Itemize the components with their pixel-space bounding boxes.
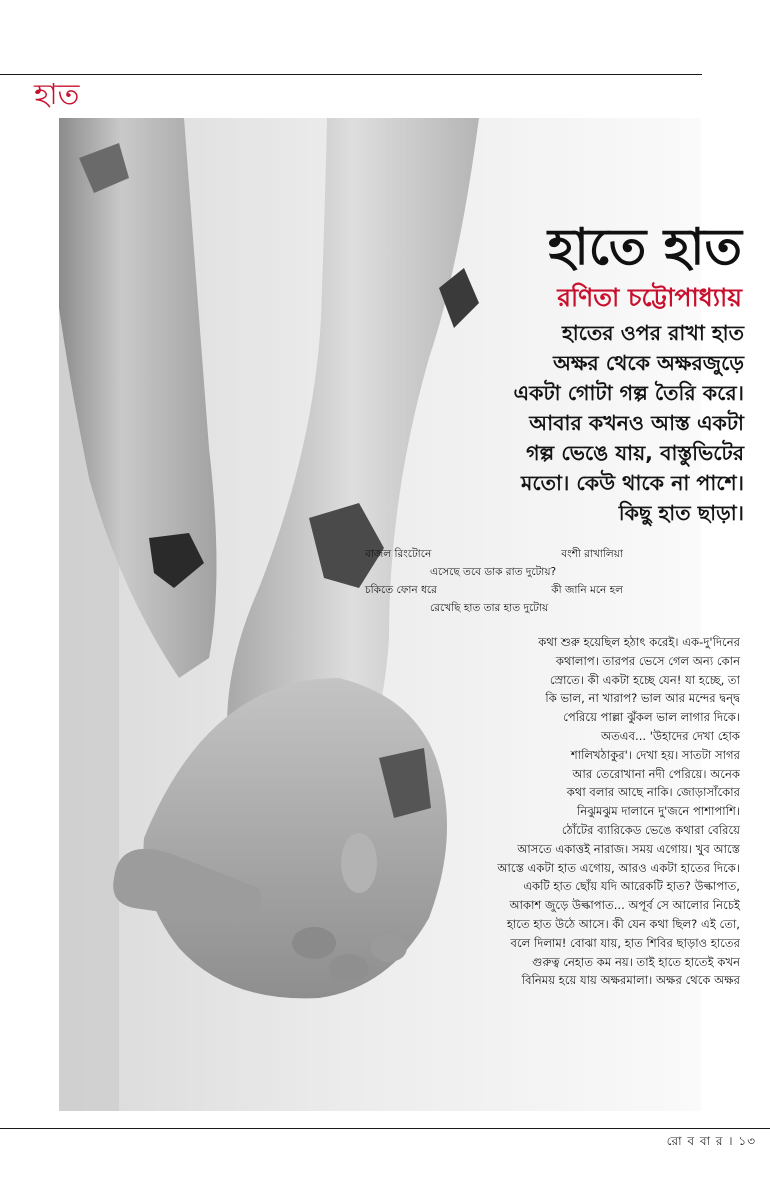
poem-line-center: রেখেছি হাত তার হাত দুটোয়	[430, 602, 549, 614]
body-line: ঠোঁটের ব্যারিকেড ভেঙে কথারা বেরিয়ে	[561, 822, 740, 837]
intro-line: গল্প ভেঙে যায়, বাস্তুভিটের	[526, 441, 744, 465]
body-paragraph	[410, 633, 740, 990]
body-line: অতএব... 'উহাদের দেখা হোক	[601, 728, 740, 743]
body-line: একটি হাত ছোঁয় যদি আরেকটি হাত? উল্কাপাত,	[523, 879, 740, 894]
body-line: পেরিয়ে পাল্লা ঝুঁকল ভাল লাগার দিকে।	[563, 710, 740, 725]
body-line: কথালাপ। তারপর ভেসে গেল অন্য কোন	[555, 653, 740, 668]
poem-line	[365, 599, 623, 617]
top-rule	[0, 74, 702, 75]
poem-line-left: চকিতে ফোন ধরে	[365, 584, 437, 596]
body-line: হাতে হাত উঠে আসে। কী যেন কথা ছিল? এই তো,	[506, 916, 740, 931]
body-line: কি ভাল, না খারাপ? ভাল আর মন্দের দ্বন্দ্ব	[545, 691, 740, 706]
section-label: হাত	[34, 77, 80, 111]
byline: রণিতা চট্টোপাধ্যায়	[557, 283, 742, 312]
poem-line	[365, 545, 623, 563]
body-line: স্রোতে। কী একটা হচ্ছে যেন! যা হচ্ছে, তা	[549, 672, 740, 687]
body-line: বিনিময় হয়ে যায় অক্ষরমালা। অক্ষর থেকে অক্ষর	[521, 973, 740, 988]
body-line: আকাশ জুড়ে উল্কাপাত... অপূর্ব সে আলোর নিচেই	[509, 898, 740, 913]
body-line: আস্তে একটা হাত এগোয়, আরও একটা হাতের দিকে।	[497, 860, 740, 875]
body-line: শালিখঠাকুর'। দেখা হয়। সাতটা সাগর	[570, 747, 740, 762]
poem-line	[365, 563, 623, 581]
poem-line-right: কী জানি মনে হল	[551, 584, 623, 596]
body-line: আর তেরোখানা নদী পেরিয়ে। অনেক	[572, 766, 740, 781]
body-line: কথা শুরু হয়েছিল হঠাৎ করেই। এক-দু'দিনের	[538, 635, 740, 649]
poem-line-center: এসেছে তবে ডাক রাত দুটোয়?	[430, 566, 557, 578]
poem-line	[365, 581, 623, 599]
intro-paragraph	[384, 318, 744, 528]
body-line: আসতে একাত্তই নারাজ। সময় এগোয়। খুব আস্তে	[517, 841, 740, 856]
intro-line: একটা গোটা গল্প তৈরি করে।	[513, 381, 744, 405]
page-folio: রো ব বা র । ১৩	[666, 1134, 756, 1148]
body-line: কথা বলার আছে নাকি। জোড়াসাঁকোর	[566, 785, 740, 800]
bottom-rule	[0, 1128, 770, 1129]
poem-line-left: বাজল রিংটোনে	[365, 548, 432, 560]
poem-verse	[365, 545, 623, 617]
body-line: বলে দিলাম! বোঝা যায়, হাত শিবির ছাড়াও হাতের	[510, 935, 740, 950]
body-line: নিঝুমঝুম দালানে দু'জনে পাশাপাশি।	[577, 804, 740, 819]
poem-line-right: বংশী রাখালিয়া	[561, 548, 623, 560]
intro-line: হাতের ওপর রাখা হাত	[561, 321, 744, 345]
intro-line: অক্ষর থেকে অক্ষরজুড়ে	[553, 351, 744, 375]
intro-line: কিছু হাত ছাড়া।	[618, 501, 744, 525]
body-line: গুরুত্ব নেহাত কম নয়। তাই হাতে হাতেই কখন	[532, 954, 740, 969]
intro-line: আবার কখনও আস্ত একটা	[529, 411, 744, 435]
headline: হাতে হাত	[547, 217, 742, 276]
intro-line: মতো। কেউ থাকে না পাশে।	[521, 471, 744, 495]
